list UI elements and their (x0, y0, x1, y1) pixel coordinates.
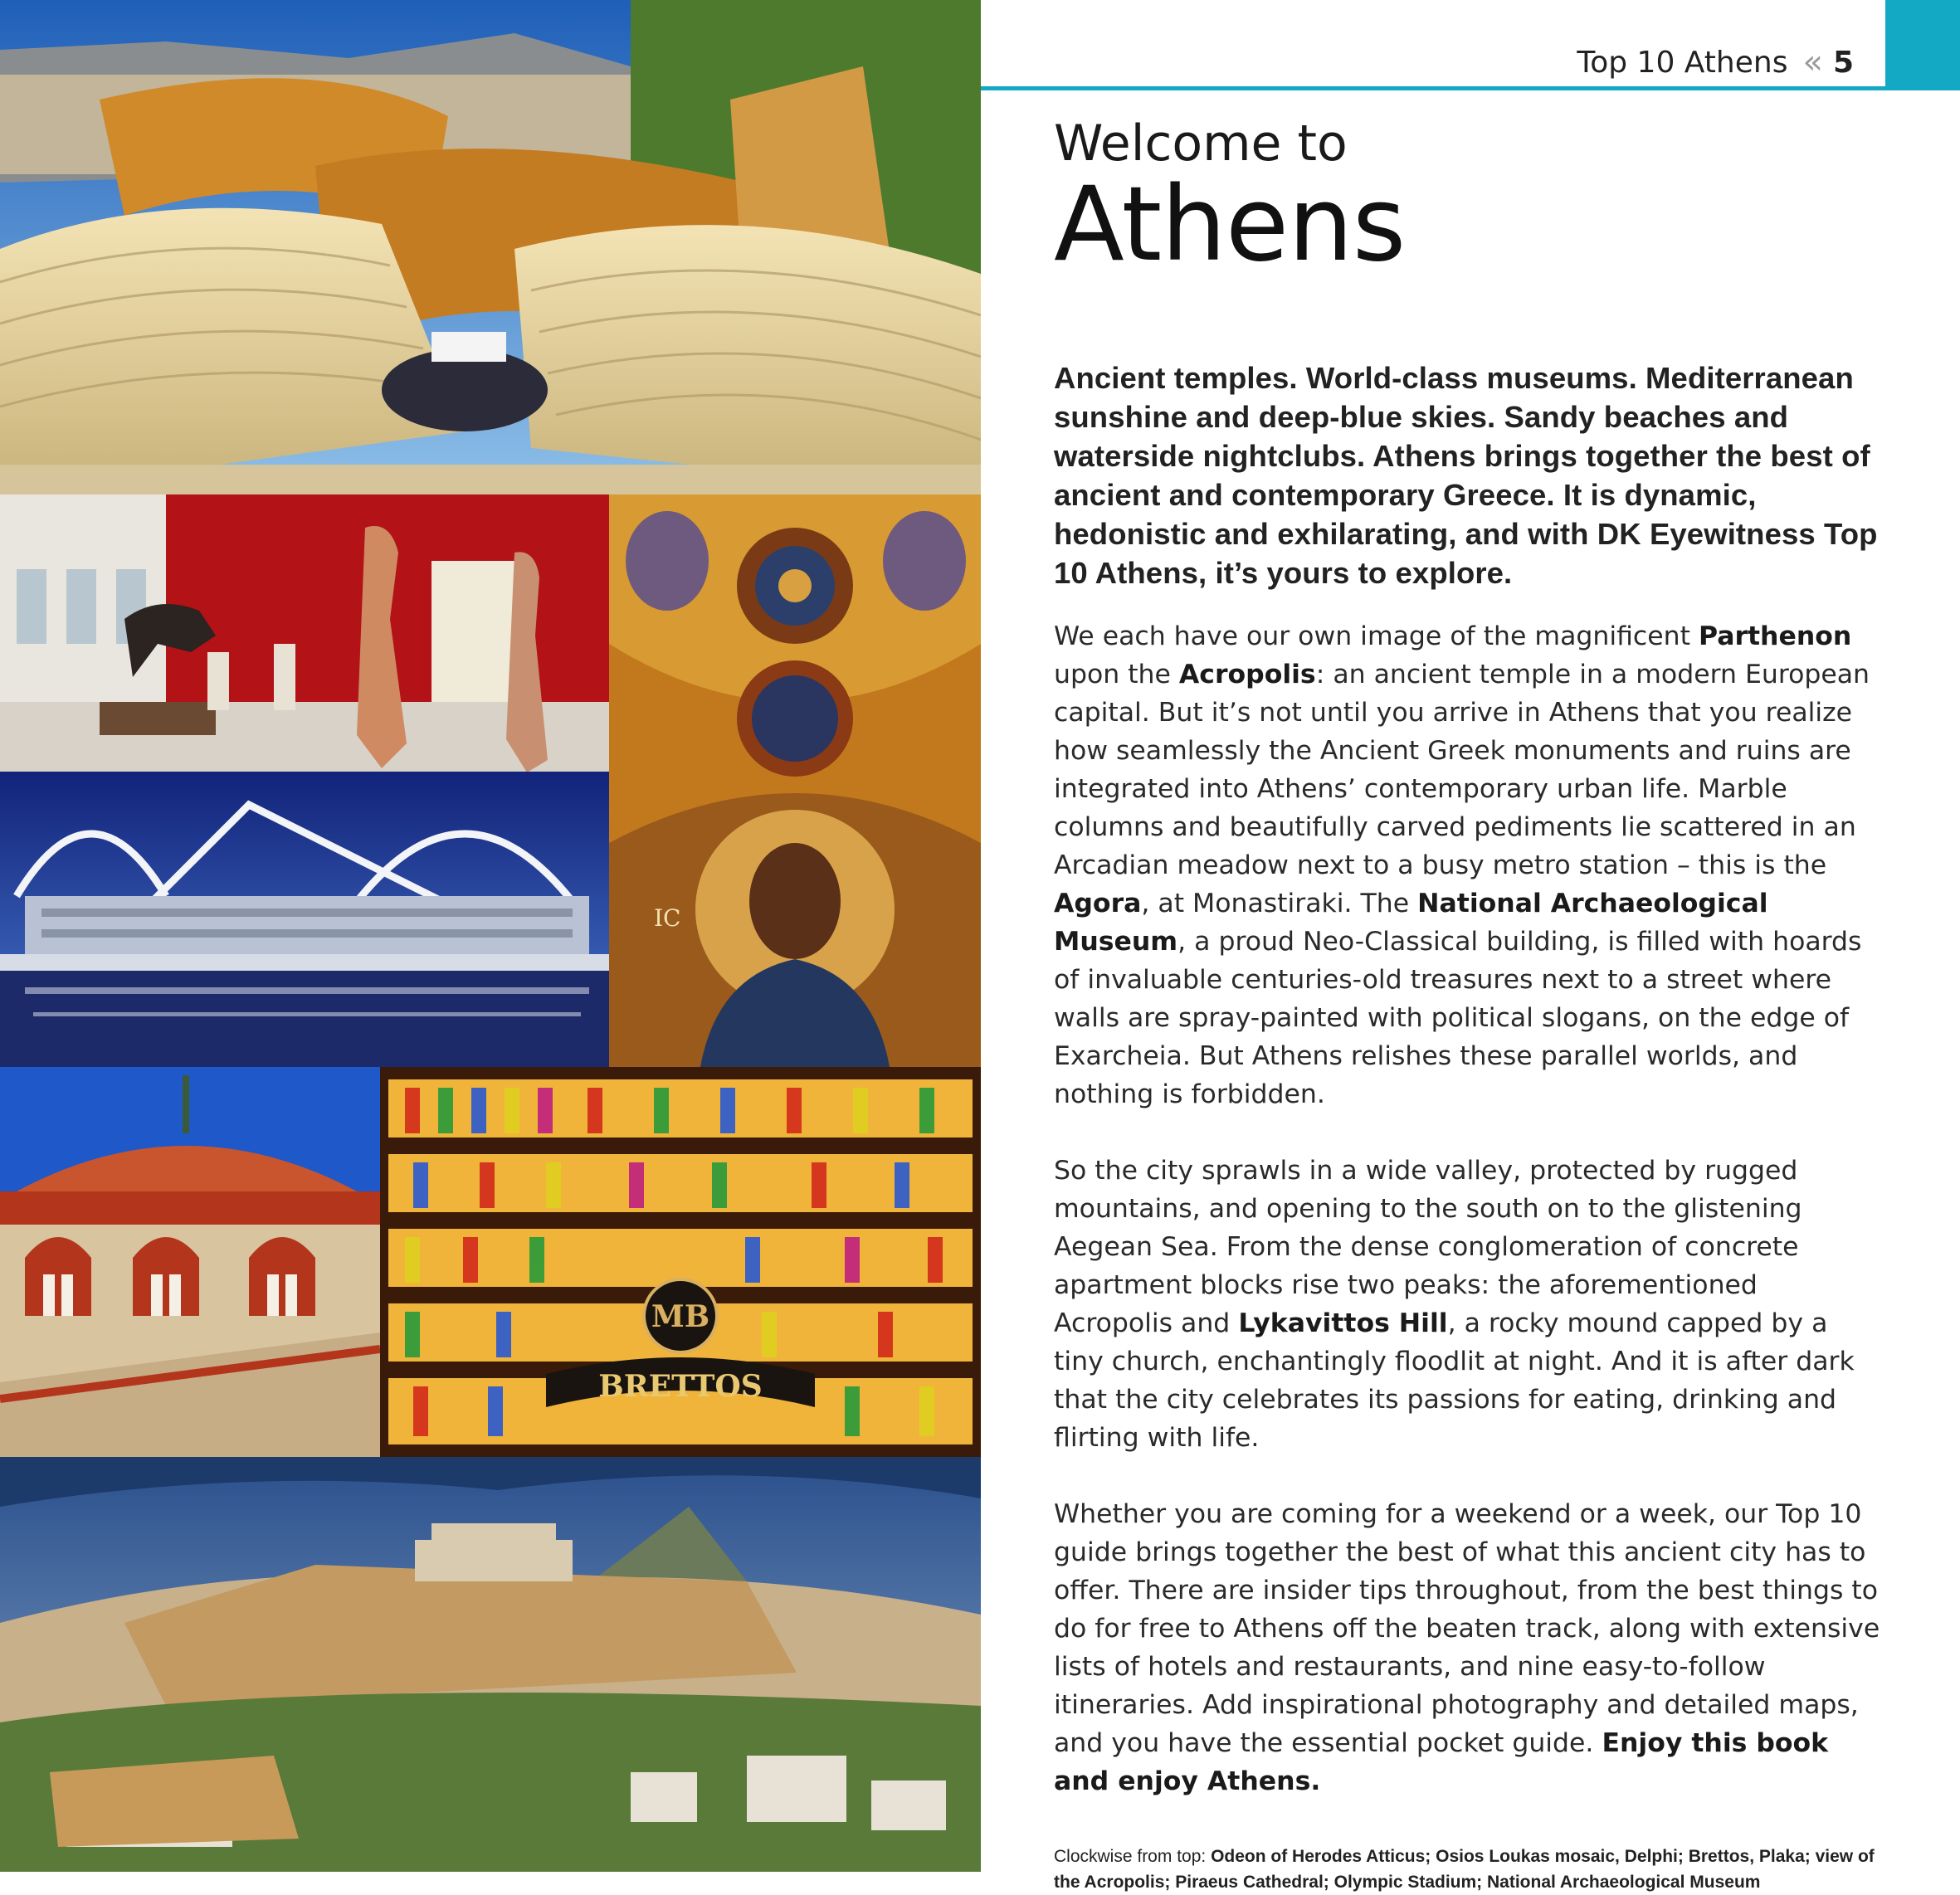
body-text (1054, 617, 1884, 1800)
heading-kicker: Welcome to (1054, 114, 1348, 173)
page-title: Athens (1054, 165, 1406, 285)
bold-term: Agora (1054, 889, 1142, 919)
page-tab (1885, 0, 1960, 90)
mosaic-inscription: IC (654, 904, 681, 932)
header-rule (981, 86, 1885, 90)
bold-term: Acropolis (1178, 660, 1316, 690)
bold-term: Parthenon (1698, 621, 1852, 652)
bold-term: Lykavittos Hill (1238, 1308, 1448, 1339)
caption-items: Odeon of Herodes Atticus; Osios Loukas mosaic, Delphi; Brettos, Plaka; view of the Acropolis; Piraeus Cathedral; Olympic Stadium; National Archaeological Museum (1054, 1847, 1875, 1893)
text-run: upon the (1054, 660, 1179, 690)
photo-caption (1054, 1844, 1884, 1895)
photo-acropolis-view (0, 1457, 981, 1872)
body-paragraph (1054, 617, 1884, 1113)
text-run: , a rocky mound capped by a tiny church, enchantingly floodlit at night. And it is after dark that the city celebrates its passions for eating, drinking and flirting with life. (1054, 1308, 1855, 1454)
bar-sign: BRETTOS (598, 1369, 763, 1404)
text-run: , at Monastiraki. The (1141, 889, 1418, 919)
body-paragraph (1054, 1152, 1884, 1457)
page-number: 5 (1832, 45, 1854, 80)
text-run: So the city sprawls in a wide valley, protected by rugged mountains, and opening to the south on to the glistening Aegean Sea. From the dense conglomeration of concrete apartment blocks rise two peaks: the aforementioned Acropolis and (1054, 1156, 1802, 1339)
intro-paragraph: Ancient temples. World-class museums. Mediterranean sunshine and deep-blue skies. Sandy beaches and waterside nightclubs. Athens brings together the best of ancient and contemporary Greece. It is dynamic, hedonistic and exhilarating, and with DK Eyewitness Top 10 Athens, it’s yours to explore. (1054, 361, 1878, 591)
running-title: Top 10 Athens (1577, 45, 1788, 80)
bold-term: National Archaeological Museum (1054, 889, 1768, 957)
running-head (1577, 40, 1854, 85)
photo-osios-loukas-mosaic (609, 494, 981, 1067)
chevron-left-icon: « (1802, 43, 1820, 81)
article (1054, 116, 1884, 1895)
text-run: : an ancient temple in a modern European capital. But it’s not until you arrive in Athens that you realize how seamlessly the Ancient Greek monuments and ruins are integrated into Athens’ contemporary urban life. Marble columns and beautifully carved pediments lie scattered in an Arcadian meadow next to a busy metro station – this is the (1054, 660, 1870, 881)
photo-brettos-bar (380, 1067, 981, 1457)
text-run: We each have our own image of the magnificent (1054, 621, 1699, 652)
body-paragraph (1054, 1495, 1884, 1800)
photo-piraeus-cathedral (0, 1067, 380, 1457)
photo-olympic-stadium (0, 772, 609, 1067)
photo-collage (0, 0, 981, 1872)
bar-monogram: MB (651, 1299, 710, 1334)
text-run: , a proud Neo-Classical building, is filled with hoards of invaluable centuries-old treasures next to a street where walls are spray-painted with political slogans, on the edge of Exarcheia. But Athens relishes these parallel worlds, and nothing is forbidden. (1054, 927, 1862, 1110)
photo-odeon-herodes-atticus (0, 0, 981, 494)
caption-lead: Clockwise from top: (1054, 1847, 1212, 1867)
text-run: Whether you are coming for a weekend or a week, our Top 10 guide brings together the best of what this ancient city has to offer. There are insider tips throughout, from the best things to do for free to Athens off the beaten track, along with extensive lists of hotels and restaurants, and nine easy-to-follow itineraries. Add inspirational photography and detailed maps, and you have the essential pocket guide. (1054, 1499, 1880, 1759)
photo-national-archaeological-museum (0, 494, 609, 772)
bold-term: Enjoy this book and enjoy Athens. (1054, 1728, 1829, 1797)
